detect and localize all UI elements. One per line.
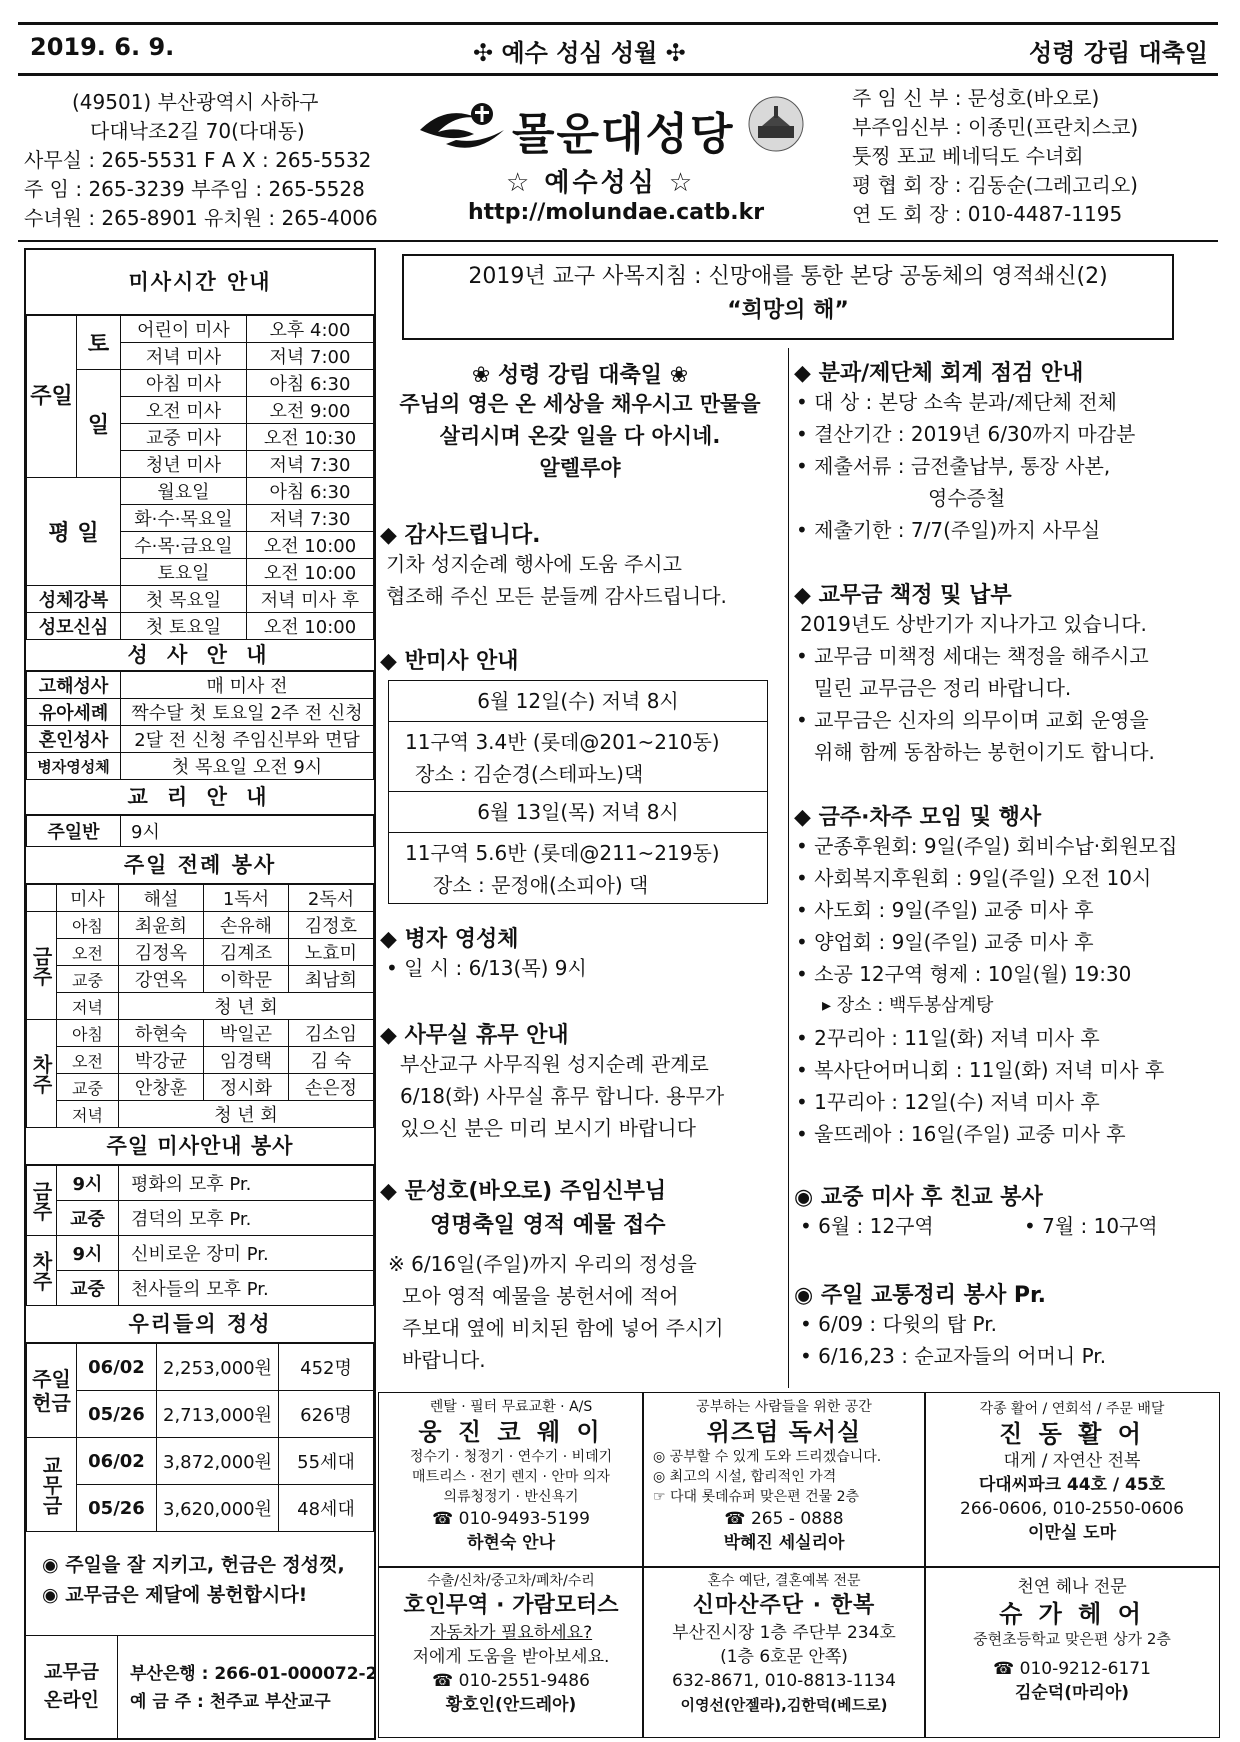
gift-text: 주보대 옆에 비치된 함에 넣어 주시기	[402, 1316, 724, 1340]
ad-line: ◎ 공부할 수 있게 도와 드리겠습니다.	[653, 1449, 882, 1465]
guide-title: 주일 미사안내 봉사	[26, 1128, 374, 1165]
contact-block	[24, 88, 414, 233]
sacrament-info: 매 미사 전	[121, 672, 374, 699]
adoration-label: 성체강복	[27, 586, 121, 613]
ad-line: 중현초등학교 맞은편 상가 2층	[973, 1630, 1171, 1648]
feast-verse: 살리시며 온갖 일을 다 아시네.	[439, 424, 721, 448]
offering-date: 06/02	[77, 1344, 157, 1391]
ad-phone: ☎ 010-9493-5199	[432, 1509, 590, 1529]
sunday-label: 주일	[27, 316, 77, 478]
liturgy-header: 1독서	[204, 885, 289, 912]
mass-name: 저녁 미사	[121, 343, 247, 370]
liturgy-cell: 안창훈	[119, 1074, 204, 1101]
ad-name: 진 동 활 어	[999, 1420, 1145, 1448]
ad-line: 매트리스 · 전기 렌지 · 안마 의자	[412, 1469, 610, 1485]
saturday-label: 토	[77, 316, 121, 370]
event-item: ▸ 장소 : 백두봉삼계탕	[822, 995, 994, 1016]
marian-label: 성모신심	[27, 613, 121, 640]
liturgy-header: 해설	[119, 885, 204, 912]
ad-line: 부산진시장 1층 주단부 234호	[672, 1623, 896, 1643]
address-line: (49501) 부산광역시 사하구	[72, 90, 319, 114]
district-mass-box	[388, 680, 768, 904]
liturgy-cell: 손유해	[204, 912, 289, 939]
liturgy-header: 2독서	[289, 885, 374, 912]
phone-line: 수녀원 : 265-8901 유치원 : 265-4006	[24, 206, 378, 230]
next-week-label: 차주	[27, 1020, 57, 1128]
office-closed-heading: ◆ 사무실 휴무 안내	[380, 1023, 569, 1048]
offering-notes	[26, 1532, 374, 1610]
liturgy-cell: 박강균	[119, 1047, 204, 1074]
sick-communion-heading: ◆ 병자 영성체	[380, 927, 519, 952]
church-name: 몰운대성당	[512, 109, 735, 160]
gift-text: 바랍니다.	[402, 1348, 486, 1372]
fellowship-heading: ◉ 교중 미사 후 친교 봉사	[794, 1185, 1043, 1210]
district-mass-date: 6월 12일(수) 저녁 8시	[389, 681, 767, 722]
ad-line: (1층 6호문 안쪽)	[720, 1647, 848, 1667]
sick-communion-text: • 일 시 : 6/13(목) 9시	[386, 956, 587, 980]
online-tithe-box	[26, 1635, 378, 1738]
district-place: 장소 : 김순경(스테파노)댁	[415, 762, 644, 786]
liturgy-mass: 교중	[57, 966, 119, 993]
district-mass-detail	[389, 833, 767, 903]
sacrament-info: 2달 전 신청 주임신부와 면담	[121, 726, 374, 753]
tithe-text: 위해 함께 동참하는 봉헌이기도 합니다.	[814, 740, 1155, 764]
this-week-label: 금주	[27, 1166, 57, 1236]
online-tithe-label	[26, 1636, 118, 1738]
mass-time: 오전 10:30	[247, 424, 374, 451]
audit-heading: ◆ 분과/제단체 회계 점검 안내	[794, 361, 1084, 386]
marian-day: 첫 토요일	[121, 613, 247, 640]
district-place: 장소 : 문정애(소피아) 댁	[433, 873, 649, 897]
banner-line: “희망의 해”	[727, 298, 849, 323]
phone-line: 사무실 : 265-5531 F A X : 265-5532	[24, 148, 372, 172]
ad-phone: ☎ 010-9212-6171	[993, 1659, 1151, 1679]
guide-time: 교중	[57, 1201, 119, 1236]
mass-name: 청년 미사	[121, 451, 247, 478]
liturgy-cell: 김소임	[289, 1020, 374, 1047]
motto: ☆ 예수성심 ☆	[506, 168, 696, 198]
ad-name: 호인무역 · 가람모터스	[403, 1593, 619, 1618]
mass-time: 저녁 7:30	[247, 451, 374, 478]
sacrament-name: 유아세례	[27, 699, 121, 726]
feast-verse: 알렐루야	[539, 456, 621, 480]
liturgy-cell: 김계조	[204, 939, 289, 966]
tithe-text: • 교무금 미책정 세대는 책정을 해주시고	[796, 644, 1149, 668]
gift-text: 모아 영적 예물을 봉헌서에 적어	[402, 1284, 679, 1308]
liturgy-table	[26, 884, 374, 1128]
mass-times-table	[26, 315, 374, 640]
liturgy-cell: 임경택	[204, 1047, 289, 1074]
event-item: • 군종후원회: 9일(주일) 회비수납·회원모집	[796, 834, 1178, 858]
audit-item: • 대 상 : 본당 소속 분과/제단체 전체	[796, 390, 1117, 414]
liturgy-mass: 저녁	[57, 993, 119, 1020]
pastoral-banner	[402, 254, 1174, 340]
guide-team: 겸덕의 모후 Pr.	[119, 1201, 374, 1236]
liturgy-cell: 정시화	[204, 1074, 289, 1101]
mass-name: 오전 미사	[121, 397, 247, 424]
feast-heading: ❀ 성령 강림 대축일 ❀	[471, 363, 689, 388]
catechism-label: 주일반	[27, 816, 121, 847]
audit-item: • 제출서류 : 금전출납부, 통장 사본,	[796, 454, 1111, 478]
sacrament-info: 첫 목요일 오전 9시	[121, 753, 374, 780]
marian-time: 오전 10:00	[247, 613, 374, 640]
thanks-text: 기차 성지순례 행사에 도움 주시고	[386, 552, 682, 576]
traffic-item: • 6/16,23 : 순교자들의 어머니 Pr.	[800, 1344, 1107, 1368]
ad-hanbok	[642, 1566, 926, 1738]
offering-amount: 2,713,000원	[157, 1391, 279, 1438]
guide-table	[26, 1165, 374, 1306]
feast-verse: 주님의 영은 온 세상을 채우시고 만물을	[399, 392, 761, 416]
ad-line: 의류청정기 · 반신욕기	[443, 1489, 579, 1505]
liturgy-mass: 교중	[57, 1074, 119, 1101]
ad-name: 슈 가 헤 어	[999, 1600, 1145, 1628]
ad-phone: ☎ 265 - 0888	[724, 1509, 844, 1529]
liturgy-cell: 강연옥	[119, 966, 204, 993]
offering-amount: 3,620,000원	[157, 1485, 279, 1532]
ad-name: 위즈덤 독서실	[706, 1418, 862, 1446]
event-item: • 울뜨레아 : 16일(주일) 교중 미사 후	[796, 1122, 1126, 1146]
ad-phone: 632-8671, 010-8813-1134	[672, 1671, 896, 1691]
mass-times-title: 미사시간 안내	[26, 250, 374, 315]
offering-note: ◉ 주일을 잘 지키고, 헌금은 정성껏,	[42, 1554, 345, 1576]
mass-time: 아침 6:30	[247, 370, 374, 397]
audit-item: • 결산기간 : 2019년 6/30까지 마감분	[796, 422, 1136, 446]
offering-amount: 3,872,000원	[157, 1438, 279, 1485]
offering-count: 452명	[279, 1344, 374, 1391]
guide-time: 9시	[57, 1166, 119, 1201]
thanks-text: 협조해 주신 모든 분들께 감사드립니다.	[386, 584, 727, 608]
staff-line: 연 도 회 장 : 010-4487-1195	[852, 202, 1123, 226]
address-line: 다대낙조2길 70(다대동)	[90, 119, 305, 143]
ad-tagline: 혼수 예단, 결혼예복 전문	[707, 1573, 861, 1589]
column-divider	[788, 348, 789, 1388]
mass-name: 어린이 미사	[121, 316, 247, 343]
sunday-offering-label: 주일헌금	[27, 1344, 77, 1438]
guide-time: 9시	[57, 1236, 119, 1271]
gift-heading: 영명축일 영적 예물 접수	[430, 1213, 666, 1238]
ad-contact: 이영선(안젤라),김한덕(베드로)	[680, 1696, 888, 1714]
tithe-label: 교무금	[27, 1438, 77, 1532]
district-mass-detail	[389, 722, 767, 792]
ad-hair	[924, 1566, 1220, 1738]
offering-count: 48세대	[279, 1485, 374, 1532]
header-divider	[18, 240, 1218, 242]
ad-fish	[924, 1392, 1220, 1568]
ad-tagline: 각종 활어 / 연회석 / 주문 배달	[979, 1401, 1165, 1417]
liturgy-cell: 김정호	[289, 912, 374, 939]
banner-line: 2019년 교구 사목지침 : 신망애를 통한 본당 공동체의 영적쇄신(2)	[468, 264, 1108, 289]
offering-title: 우리들의 정성	[26, 1306, 374, 1343]
online-label-line: 온라인	[43, 1689, 100, 1711]
liturgy-mass: 오전	[57, 939, 119, 966]
offering-date: 05/26	[77, 1485, 157, 1532]
staff-block	[852, 84, 1222, 229]
ad-contact: 황호인(안드레아)	[445, 1695, 577, 1715]
left-column	[24, 248, 376, 1740]
sacrament-name: 고해성사	[27, 672, 121, 699]
liturgy-youth: 청 년 회	[119, 1101, 374, 1128]
event-item: • 소공 12구역 형제 : 10일(월) 19:30	[796, 962, 1132, 986]
office-closed-text: 부산교구 사무직원 성지순례 관계로	[400, 1052, 709, 1076]
staff-line: 주 임 신 부 : 문성호(바오로)	[852, 86, 1100, 110]
liturgy-cell: 노효미	[289, 939, 374, 966]
church-logo-block	[416, 92, 816, 232]
mass-time: 오전 10:00	[247, 559, 374, 586]
catechism-time: 9시	[121, 816, 374, 847]
adoration-time: 저녁 미사 후	[247, 586, 374, 613]
event-item: • 복사단어머니회 : 11일(화) 저녁 미사 후	[796, 1058, 1165, 1082]
adoration-day: 첫 목요일	[121, 586, 247, 613]
mass-time: 오후 4:00	[247, 316, 374, 343]
ad-line: ◎ 최고의 시설, 합리적인 가격	[653, 1469, 837, 1485]
ad-line: 266-0606, 010-2550-0606	[960, 1499, 1184, 1519]
office-closed-text: 6/18(화) 사무실 휴무 합니다. 용무가	[400, 1084, 725, 1108]
liturgy-mass: 아침	[57, 912, 119, 939]
sacrament-title: 성 사 안 내	[26, 640, 374, 671]
bulletin-date: 2019. 6. 9.	[30, 33, 175, 61]
event-item: • 양업회 : 9일(주일) 교중 미사 후	[796, 930, 1094, 954]
offering-table	[26, 1343, 374, 1532]
guide-team: 평화의 모후 Pr.	[119, 1166, 374, 1201]
ad-name: 신마산주단 · 한복	[692, 1593, 876, 1618]
liturgy-cell: 이학문	[204, 966, 289, 993]
mass-time: 오전 10:00	[247, 532, 374, 559]
liturgy-header: 미사	[57, 885, 119, 912]
mass-name: 수·목·금요일	[121, 532, 247, 559]
district-mass-heading: ◆ 반미사 안내	[380, 649, 519, 674]
ad-wisdom	[642, 1392, 926, 1568]
event-item: • 2꾸리아 : 11일(화) 저녁 미사 후	[796, 1026, 1100, 1050]
liturgy-cell: 최윤희	[119, 912, 204, 939]
ad-tagline: 공부하는 사람들을 위한 공간	[696, 1399, 872, 1415]
sacrament-name: 병자영성체	[27, 753, 121, 780]
catechism-table	[26, 815, 374, 847]
liturgy-cell: 김 숙	[289, 1047, 374, 1074]
district-mass-date: 6월 13일(목) 저녁 8시	[389, 792, 767, 833]
mass-time: 저녁 7:30	[247, 505, 374, 532]
mass-name: 화·수·목요일	[121, 505, 247, 532]
thanks-heading: ◆ 감사드립니다.	[380, 523, 541, 548]
ad-line: 정수기 · 청정기 · 연수기 · 비데기	[409, 1449, 613, 1465]
staff-line: 부주임신부 : 이종민(프란치스코)	[852, 115, 1139, 139]
mass-name: 토요일	[121, 559, 247, 586]
ad-coway	[378, 1392, 644, 1568]
sacrament-info: 짝수달 첫 토요일 2주 전 신청	[121, 699, 374, 726]
online-label-line: 교무금	[43, 1661, 100, 1683]
event-item: • 사도회 : 9일(주일) 교중 미사 후	[796, 898, 1094, 922]
fellowship-item: • 7월 : 10구역	[1024, 1214, 1158, 1238]
mass-name: 교중 미사	[121, 424, 247, 451]
ad-tagline: 렌탈 · 필터 무료교환 · A/S	[429, 1399, 593, 1415]
mass-time: 아침 6:30	[247, 478, 374, 505]
offering-note: ◉ 교무금은 제달에 봉헌합시다!	[42, 1584, 308, 1606]
staff-line: 툿찡 포교 베네딕도 수녀회	[852, 144, 1084, 168]
bank-info	[130, 1660, 377, 1716]
mass-name: 월요일	[121, 478, 247, 505]
mass-time: 저녁 7:00	[247, 343, 374, 370]
ad-contact: 하현숙 안나	[466, 1533, 556, 1553]
ad-phone: ☎ 010-2551-9486	[432, 1671, 590, 1691]
liturgy-cell: 손은정	[289, 1074, 374, 1101]
feast-title: 성령 강림 대축일	[1029, 39, 1208, 67]
traffic-heading: ◉ 주일 교통정리 봉사 Pr.	[794, 1283, 1047, 1308]
season-title: ✣ 예수 성심 성월 ✣	[473, 39, 686, 67]
ad-line: ☞ 다대 롯데슈퍼 맞은편 건물 2층	[653, 1489, 859, 1505]
ad-line: 다대씨파크 44호 / 45호	[978, 1475, 1166, 1495]
sacrament-table	[26, 671, 374, 780]
guide-team: 신비로운 장미 Pr.	[119, 1236, 374, 1271]
account-holder: 예 금 주 : 천주교 부산교구	[130, 1692, 331, 1712]
offering-date: 06/02	[77, 1438, 157, 1485]
liturgy-title: 주일 전례 봉사	[26, 847, 374, 884]
traffic-item: • 6/09 : 다윗의 탑 Pr.	[800, 1312, 997, 1336]
ad-line: 저에게 도움을 받아보세요.	[412, 1647, 610, 1667]
liturgy-mass: 저녁	[57, 1101, 119, 1128]
guide-team: 천사들의 모후 Pr.	[119, 1271, 374, 1306]
weekday-label: 평 일	[27, 478, 121, 586]
event-item: • 1꾸리아 : 12일(수) 저녁 미사 후	[796, 1090, 1100, 1114]
district-area: 11구역 3.4반 (롯데@201~210동)	[405, 730, 720, 754]
events-heading: ◆ 금주·차주 모임 및 행사	[794, 805, 1042, 830]
audit-item: • 제출기한 : 7/7(주일)까지 사무실	[796, 518, 1101, 542]
liturgy-mass: 오전	[57, 1047, 119, 1074]
top-bar	[18, 22, 1218, 76]
guide-time: 교중	[57, 1271, 119, 1306]
ad-line: 대게 / 자연산 전복	[1003, 1451, 1141, 1471]
mass-name: 아침 미사	[121, 370, 247, 397]
tithe-text: 밀린 교무금은 정리 바랍니다.	[814, 676, 1072, 700]
ad-name: 웅 진 코 웨 이	[418, 1418, 604, 1446]
liturgy-mass: 아침	[57, 1020, 119, 1047]
audit-item: 영수증철	[928, 486, 1006, 510]
tithe-heading: ◆ 교무금 책정 및 납부	[794, 583, 1012, 608]
ad-tagline: 천연 헤나 전문	[1017, 1577, 1127, 1597]
tithe-text: 2019년도 상반기가 지나가고 있습니다.	[800, 612, 1147, 636]
district-area: 11구역 5.6반 (롯데@211~219동)	[405, 841, 720, 865]
phone-line: 주 임 : 265-3239 부주임 : 265-5528	[24, 177, 365, 201]
next-week-label: 차주	[27, 1236, 57, 1306]
bank-account: 부산은행 : 266-01-000072-2	[130, 1664, 378, 1684]
this-week-label: 금주	[27, 912, 57, 1020]
liturgy-youth: 청 년 회	[119, 993, 374, 1020]
event-item: • 사회복지후원회 : 9일(주일) 오전 10시	[796, 866, 1152, 890]
office-closed-text: 있으신 분은 미리 보시기 바랍니다	[400, 1116, 696, 1140]
liturgy-cell: 최남희	[289, 966, 374, 993]
church-building-icon	[746, 96, 806, 152]
sunday-day-label: 일	[77, 370, 121, 478]
gift-heading: ◆ 문성호(바오로) 주임신부님	[380, 1179, 667, 1204]
liturgy-cell: 하현숙	[119, 1020, 204, 1047]
liturgy-cell: 박일곤	[204, 1020, 289, 1047]
ad-contact: 이만실 도마	[1027, 1523, 1117, 1543]
offering-amount: 2,253,000원	[157, 1344, 279, 1391]
tithe-text: • 교무금은 신자의 의무이며 교회 운영을	[796, 708, 1149, 732]
ad-contact: 박혜진 세실리아	[723, 1533, 845, 1553]
staff-line: 평 협 회 장 : 김동순(그레고리오)	[852, 173, 1138, 197]
mass-time: 오전 9:00	[247, 397, 374, 424]
church-logo-icon	[416, 100, 508, 156]
offering-count: 55세대	[279, 1438, 374, 1485]
ad-motors	[378, 1566, 644, 1738]
gift-text: ※ 6/16일(주일)까지 우리의 정성을	[388, 1252, 697, 1276]
fellowship-item: • 6월 : 12구역	[800, 1214, 934, 1238]
sacrament-name: 혼인성사	[27, 726, 121, 753]
ad-line: 자동차가 필요하세요?	[429, 1623, 593, 1643]
ad-tagline: 수출/신차/중고차/폐차/수리	[427, 1573, 595, 1589]
offering-count: 626명	[279, 1391, 374, 1438]
catechism-title: 교 리 안 내	[26, 780, 374, 815]
ad-contact: 김순덕(마리아)	[1014, 1683, 1130, 1703]
website-link[interactable]: http://molundae.catb.kr	[468, 200, 765, 225]
liturgy-cell: 김정옥	[119, 939, 204, 966]
offering-date: 05/26	[77, 1391, 157, 1438]
